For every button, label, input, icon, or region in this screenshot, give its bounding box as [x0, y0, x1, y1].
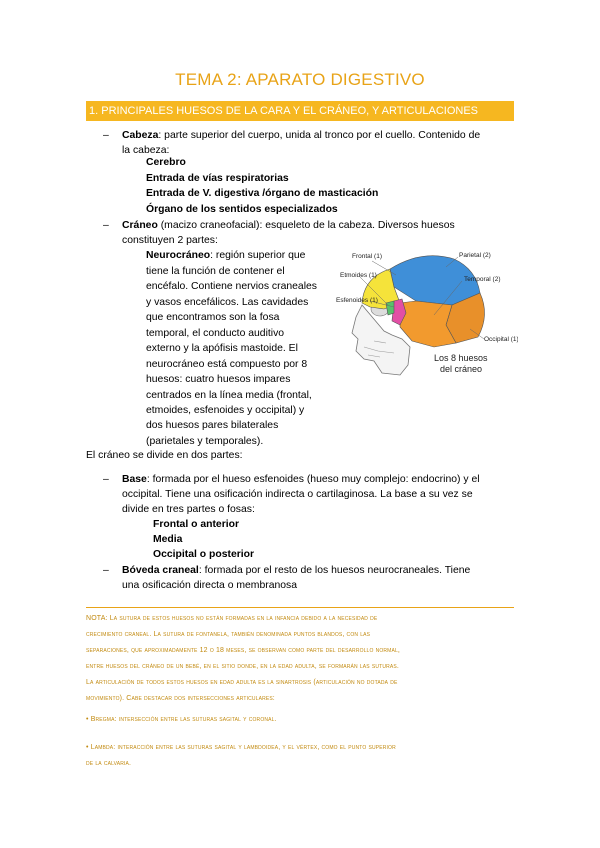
neuro-line-1 — [146, 248, 305, 264]
label-occipital: Occipital (1) — [484, 336, 518, 343]
craneo-text-1: (macizo craneofacial): esqueleto de la cabeza. Diversos huesos — [157, 220, 455, 231]
section-heading: 1. PRINCIPALES HUESOS DE LA CARA Y EL CRÁNEO, Y ARTICULACIONES — [86, 101, 514, 121]
page-title: TEMA 2: APARATO DIGESTIVO — [175, 70, 425, 89]
skull-diagram — [334, 247, 518, 383]
neuro-line-10: centrados en la línea media (frontal, — [146, 390, 312, 401]
neuro-line-6: temporal, el conducto auditivo — [146, 328, 285, 339]
neuro-line-9: huesos: cuatro huesos impares — [146, 374, 291, 385]
neuro-line-7: externo y la apófisis mastoide. El — [146, 343, 298, 354]
neuro-line-8: neurocráneo está compuesto por 8 — [146, 359, 308, 370]
neuro-line-11: etmoides, esfenoides y occipital) y — [146, 405, 305, 416]
cabeza-dash: – — [103, 130, 109, 141]
base-text-1: : formada por el hueso esfenoides (hueso muy complejo: endocrino) y el — [146, 474, 480, 485]
note-lambda-2: de la calvaria. — [86, 760, 132, 767]
base-dash: – — [103, 474, 109, 485]
note-line-5: La articulación de todos estos huesos en edad adulta es la sinartrosis (articulación no dotada de — [86, 679, 398, 686]
cabeza-item-2: Entrada de vías respiratorias — [146, 173, 289, 184]
skull-illustration — [334, 247, 518, 383]
note-line-4: entre huesos del cráneo de un bebé, en el sitio donde, en la edad adulta, se formarán las suturas. — [86, 663, 399, 670]
skull-caption-2: del cráneo — [440, 364, 483, 374]
label-temporal: Temporal (2) — [464, 276, 501, 283]
cabeza-item-1: Cerebro — [146, 157, 186, 168]
boveda-line-1 — [122, 563, 470, 579]
base-term: Base — [122, 474, 147, 485]
neuro-text-1: : región superior que — [210, 250, 306, 261]
craneo-dash: – — [103, 220, 109, 231]
neuro-line-12: dos huesos pares bilaterales — [146, 420, 279, 431]
note-divider — [86, 607, 514, 608]
base-line-3: divide en tres partes o fosas: — [122, 504, 255, 515]
cabeza-item-4: Órgano de los sentidos especializados — [146, 204, 338, 215]
note-line-2: crecimiento craneal. La sutura de fontanela, también denominada puntos blandos, con las — [86, 631, 371, 638]
label-esfenoides: Esfenoides (1) — [336, 297, 378, 304]
note-bregma: • Bregma: intersección entre las suturas sagital y coronal. — [86, 716, 277, 723]
craneo-term: Cráneo — [122, 220, 158, 231]
neuro-line-3: encéfalo. Contiene nervios craneales — [146, 281, 317, 292]
base-line-1 — [122, 472, 480, 488]
base-item-1: Frontal o anterior — [153, 519, 240, 530]
cabeza-term: Cabeza — [122, 130, 159, 141]
neuro-line-4: y vasos encefálicos. Las cavidades — [146, 297, 309, 308]
craneo-line-1 — [122, 218, 455, 234]
label-parietal: Parietal (2) — [459, 252, 491, 259]
base-line-2: occipital. Tiene una osificación indirecta o cartilaginosa. La base a su vez se — [122, 489, 473, 500]
cabeza-line-2: la cabeza: — [122, 145, 170, 156]
label-etmoides: Etmoides (1) — [340, 272, 377, 279]
neuro-line-2: tiene la función de contener el — [146, 266, 285, 277]
note-line-1: NOTA: La sutura de estos huesos no están formadas en la infancia debido a la necesidad de — [86, 615, 378, 622]
craneo-line-2: constituyen 2 partes: — [122, 235, 218, 246]
boveda-text-1: : formada por el resto de los huesos neurocraneales. Tiene — [198, 565, 471, 576]
cabeza-text-1: : parte superior del cuerpo, unida al tronco por el cuello. Contenido de — [158, 130, 481, 141]
cabeza-line-1 — [122, 128, 480, 144]
note-line-3: separaciones, que aproximadamente 12 o 18 meses, se observan como parte del desarrollo normal, — [86, 647, 400, 654]
note-lambda-1: • Lambda: interacción entre las suturas sagital y lambdoidea, y el vértex, como el punto superior — [86, 744, 396, 751]
note-line-6: movimiento). Cabe destacar dos intersecciones articulares: — [86, 695, 275, 702]
label-frontal: Frontal (1) — [352, 253, 382, 260]
boveda-line-2: una osificación directa o membranosa — [122, 580, 298, 591]
skull-caption-1: Los 8 huesos — [434, 353, 488, 363]
neuro-line-5: que encontramos son la fosa — [146, 312, 280, 323]
neuro-term: Neurocráneo — [146, 250, 211, 261]
neuro-line-13: (parietales y temporales). — [146, 436, 264, 447]
divide-text: El cráneo se divide en dos partes: — [86, 450, 243, 461]
cabeza-item-3: Entrada de V. digestiva /órgano de masticación — [146, 188, 379, 199]
boveda-term: Bóveda craneal — [122, 565, 199, 576]
base-item-3: Occipital o posterior — [153, 549, 255, 560]
base-item-2: Media — [153, 534, 183, 545]
boveda-dash: – — [103, 565, 109, 576]
